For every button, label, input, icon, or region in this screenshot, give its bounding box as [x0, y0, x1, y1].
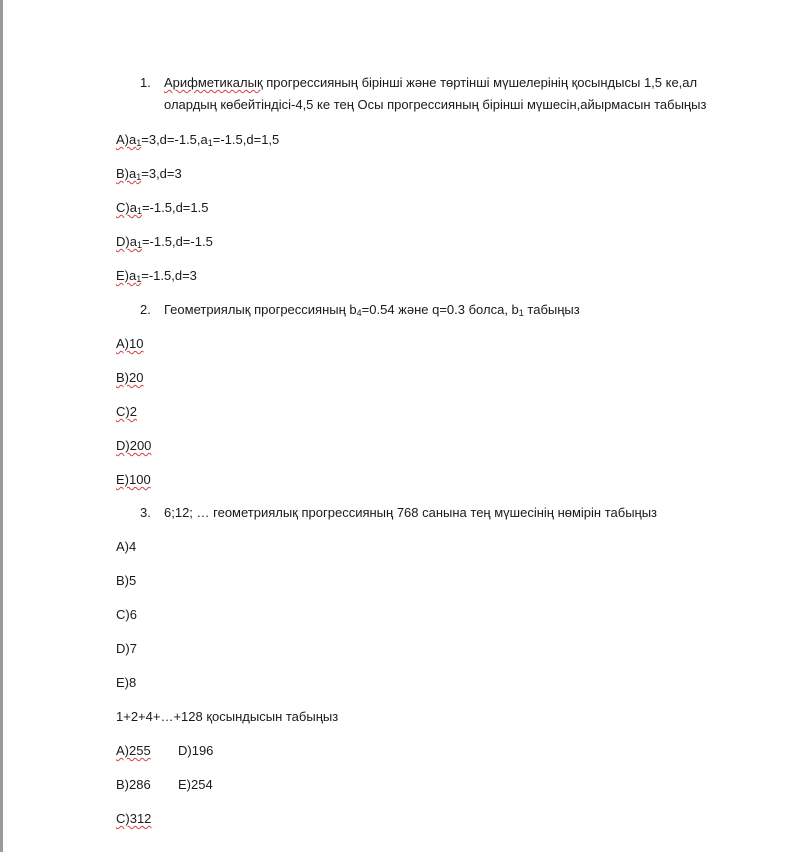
question-3-text: 6;12; … геометриялық прогрессияның 768 санына тең мүшесінің нөмірін табыңыз	[164, 505, 658, 520]
question-1-number: 1.	[140, 75, 151, 90]
question-1-text-rest: прогрессияның бірінші және төртінші мүшелерінің қосындысы 1,5 ке,ал	[262, 75, 698, 90]
q3-option-a: A)4	[116, 539, 137, 554]
q1-option-c-lead: $C)a_1$	[116, 200, 142, 216]
q3-option-b: B)5	[116, 573, 137, 588]
q4-option-d: D)196	[178, 743, 214, 758]
question-1-text-line-1	[164, 75, 697, 91]
q4-option-a: A)255	[116, 743, 151, 758]
q3-option-d: D)7	[116, 641, 137, 656]
question-1-keyword: Арифметикалық	[164, 75, 263, 90]
q2-option-d: D)200	[116, 438, 152, 453]
q4-option-c: C)312	[116, 811, 152, 826]
q2-option-a: A)10	[116, 336, 144, 351]
q2-option-b: B)20	[116, 370, 144, 385]
q1-option-b: $B)a_1=3,d=3$	[116, 166, 182, 182]
question-4-text: 1+2+4+…+128 қосындысын табыңыз	[116, 709, 339, 724]
page-left-edge	[0, 0, 3, 852]
q3-option-c: C)6	[116, 607, 137, 622]
q2-option-c: C)2	[116, 404, 137, 419]
question-2-number: 2.	[140, 302, 151, 317]
question-1-text-line-2: олардың көбейтіндісі-4,5 ке тең Осы прогрессияның бірінші мүшесін,айырмасын табыңыз	[164, 97, 707, 112]
q1-option-a: $A)a_1=3,d=-1.5,a_1=-1.5,d=1,5$	[116, 132, 280, 148]
question-2-text: Геометриялық прогрессияның $b_4=0.54$ және q=0.3 болса, $b_1$ табыңыз	[164, 302, 580, 318]
q1-option-d: $D)a_1=-1.5,d=-1.5$	[116, 234, 213, 250]
q1-option-e-lead: $E)a_1$	[116, 268, 142, 284]
q1-option-e: $E)a_1=-1.5,d=3$	[116, 268, 197, 284]
q4-option-e: E)254	[178, 777, 213, 792]
q1-option-c: $C)a_1=-1.5,d=1.5$	[116, 200, 209, 216]
q4-option-b: B)286	[116, 777, 151, 792]
q1-option-b-lead: $B)a_1$	[116, 166, 142, 182]
q1-option-d-lead: $D)a_1$	[116, 234, 142, 250]
q1-option-a-lead: $A)a_1$	[116, 132, 142, 148]
q2-option-e: E)100	[116, 472, 151, 487]
q3-option-e: E)8	[116, 675, 137, 690]
question-3-number: 3.	[140, 505, 151, 520]
